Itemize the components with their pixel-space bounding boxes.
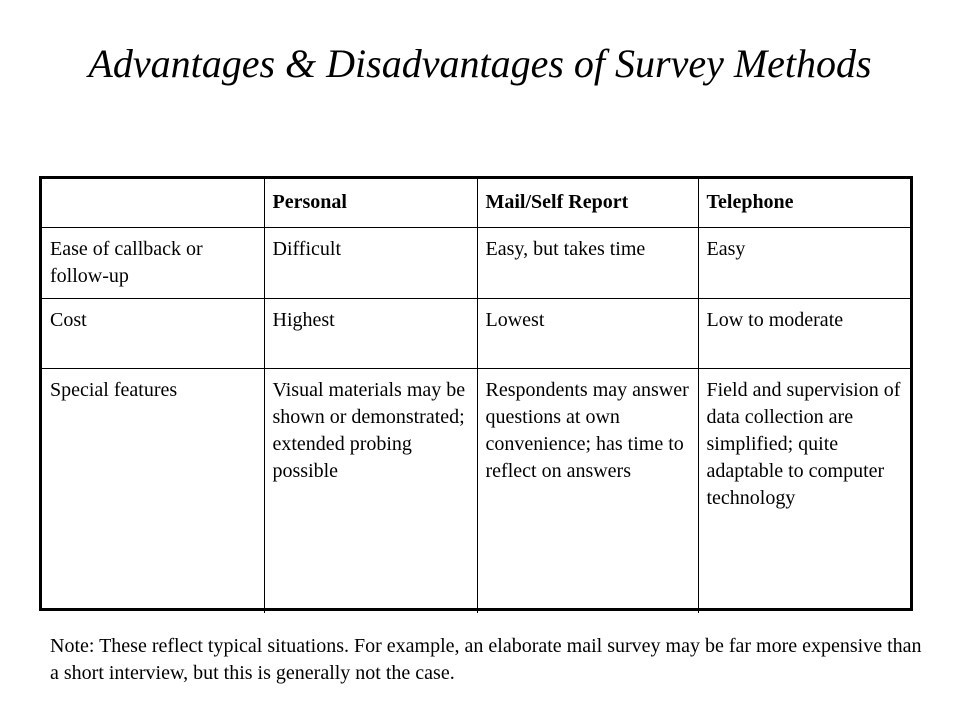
comparison-table — [42, 179, 910, 613]
row-label-cost: Cost — [42, 298, 264, 368]
cell-callback-mail: Easy, but takes time — [477, 227, 698, 298]
header-cell-telephone: Telephone — [698, 179, 910, 227]
cell-cost-personal: Highest — [264, 298, 477, 368]
header-cell-mail-self-report: Mail/Self Report — [477, 179, 698, 227]
row-label-special-features: Special features — [42, 368, 264, 613]
row-label-callback: Ease of callback or follow-up — [42, 227, 264, 298]
cell-cost-mail: Lowest — [477, 298, 698, 368]
cell-callback-personal: Difficult — [264, 227, 477, 298]
cell-special-mail: Respondents may answer questions at own convenience; has time to reflect on answers — [477, 368, 698, 613]
table-row-cost — [42, 298, 910, 368]
cell-special-personal: Visual materials may be shown or demonstrated; extended probing possible — [264, 368, 477, 613]
footnote: Note: These reflect typical situations. For example, an elaborate mail survey may be far more expensive than a short interview, but this is generally not the case. — [50, 635, 922, 684]
header-cell-personal: Personal — [264, 179, 477, 227]
cell-cost-telephone: Low to moderate — [698, 298, 910, 368]
header-cell-empty — [42, 179, 264, 227]
survey-methods-table — [39, 176, 913, 611]
slide-title: Advantages & Disadvantages of Survey Methods — [88, 41, 872, 86]
cell-callback-telephone: Easy — [698, 227, 910, 298]
cell-special-telephone: Field and supervision of data collection are simplified; quite adaptable to computer technology — [698, 368, 910, 613]
table-row-special-features — [42, 368, 910, 613]
table-row-callback — [42, 227, 910, 298]
table-header-row — [42, 179, 910, 227]
